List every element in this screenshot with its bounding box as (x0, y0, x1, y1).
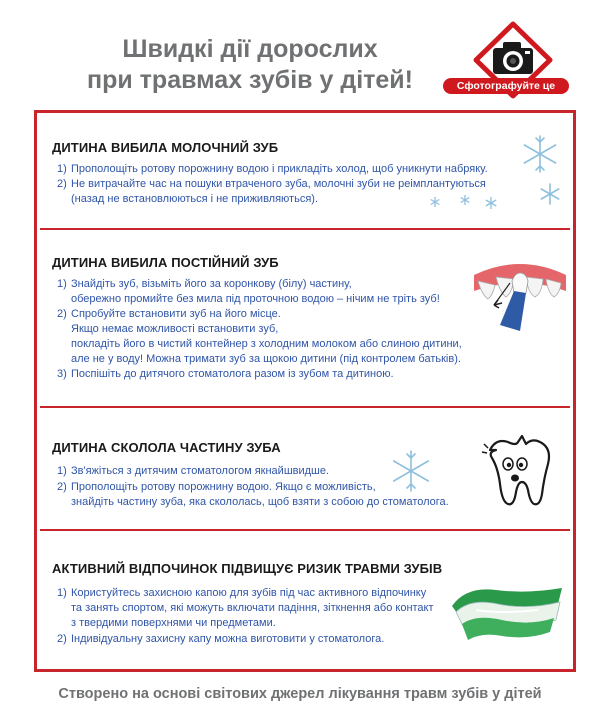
section-2-item-3: 3) Поспішіть до дитячого стоматолога разом із зубом та дитиною. (57, 368, 394, 380)
section-2-item-1: 1) Знайдіть зуб, візьміть його за коронкову (білу) частину, (57, 278, 352, 290)
section-3-title: ДИТИНА СКОЛОЛА ЧАСТИНУ ЗУБА (52, 440, 281, 455)
footer-note: Створено на основі світових джерел лікування травм зубів у дітей (58, 686, 542, 702)
title-line-1: Швидкі дії дорослих (122, 35, 378, 63)
small-snowflakes-icon (425, 192, 505, 212)
section-4-item-2: 2) Індивідуальну захисну капу можна виготовити у стоматолога. (57, 633, 385, 645)
section-3-item-1: 1) Зв'яжіться з дитячим стоматологом якнайшвидше. (57, 465, 330, 477)
page-title (60, 34, 440, 96)
section-4-item-1: 1) Користуйтесь захисною капою для зубів під час активного відпочинку (57, 587, 427, 599)
section-2-title: ДИТИНА ВИБИЛА ПОСТІЙНИЙ ЗУБ (52, 255, 279, 270)
section-1-item-2: 2) Не витрачайте час на пошуки втраченого зуба, молочні зуби не реімплантуються (57, 178, 486, 190)
section-3-item-2-line-2: знайдіть частину зуба, яка скололась, щоб взяти з собою до стоматолога. (71, 496, 449, 508)
section-4-item-1-line-2: та занять спортом, які можуть включати падіння, зіткнення або контакт (71, 602, 434, 614)
section-1-item-2-line-2: (назад не встановлюються і не приживляються). (71, 193, 319, 205)
section-1-title: ДИТИНА ВИБИЛА МОЛОЧНИЙ ЗУБ (52, 140, 279, 155)
section-2-item-1-line-2: обережно промийте без мила під проточною водою – нічим не тріть зуб! (71, 293, 440, 305)
tooth-replant-icon (470, 245, 570, 345)
title-line-2: при травмах зубів у дітей! (87, 66, 413, 94)
section-4-title: АКТИВНИЙ ВІДПОЧИНОК ПІДВИЩУЄ РИЗИК ТРАВМИ ЗУБІВ (52, 561, 443, 576)
section-2-item-2-line-2: Якщо немає можливості встановити зуб, (71, 323, 279, 335)
section-2-item-2: 2) Спробуйте встановити зуб на його місце. (57, 308, 281, 320)
broken-tooth-icon (476, 430, 560, 514)
section-2-item-2-line-3: покладіть його в чистий контейнер з холодним молоком або слиною дитини, (71, 338, 462, 350)
section-1-item-1: 1) Прополощіть ротову порожнину водою і прикладіть холод, щоб уникнути набряку. (57, 163, 488, 175)
mouthguard-icon (446, 580, 568, 646)
badge-label: Сфотографуйте це (443, 78, 569, 94)
snowflake-icon (388, 448, 434, 494)
section-divider-1 (40, 228, 570, 230)
section-divider-2 (40, 406, 570, 408)
section-2-item-2-line-4: але не у воду! Можна тримати зуб за щокою дитини (під контролем батьків). (71, 353, 461, 365)
snowflake-icon (508, 132, 566, 216)
section-3-item-2: 2) Прополощіть ротову порожнину водою. Якщо є можливість, (57, 481, 376, 493)
section-divider-3 (40, 529, 570, 531)
section-4-item-1-line-3: з твердими поверхнями чи предметами. (71, 617, 276, 629)
